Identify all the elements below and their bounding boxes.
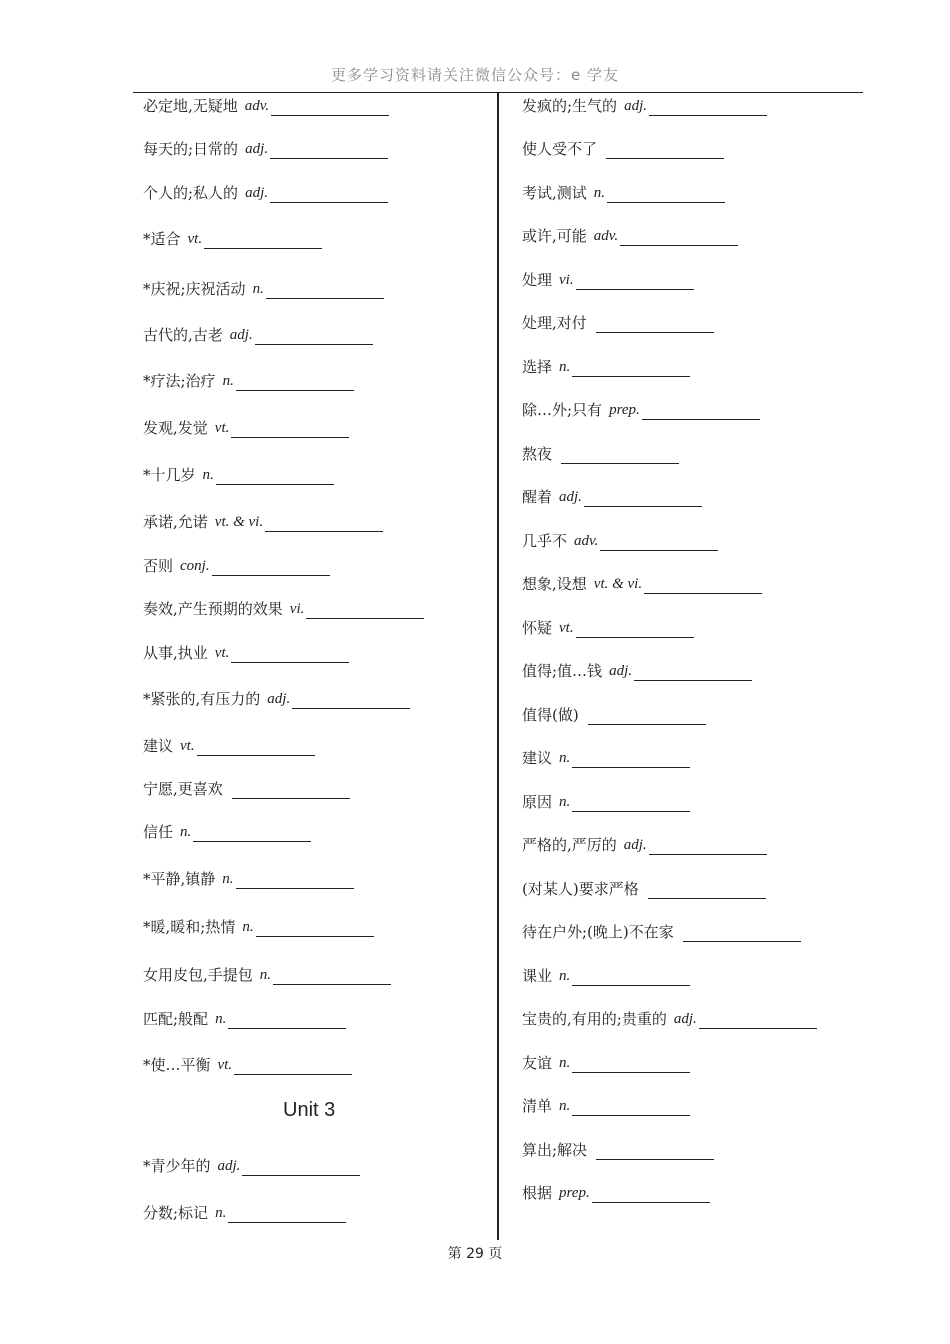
part-of-speech: vt. (214, 420, 230, 436)
vocab-meaning: 信任 (143, 823, 174, 841)
vocab-meaning: 从事,执业 (143, 644, 208, 662)
answer-blank[interactable] (212, 559, 330, 576)
answer-blank[interactable] (648, 882, 766, 899)
vocab-meaning: 处理,对付 (522, 314, 587, 332)
part-of-speech: n. (593, 185, 606, 201)
vocab-meaning: 女用皮包,手提包 (143, 966, 253, 984)
answer-blank[interactable] (236, 374, 354, 391)
answer-blank[interactable] (216, 468, 334, 485)
answer-blank[interactable] (236, 872, 354, 889)
part-of-speech: adj. (609, 663, 632, 679)
part-of-speech: adj. (623, 837, 647, 853)
answer-blank[interactable] (561, 447, 679, 464)
vocab-meaning: 奏效,产生预期的效果 (143, 600, 283, 618)
part-of-speech: adj. (673, 1011, 697, 1027)
part-of-speech: vt. (214, 645, 230, 661)
part-of-speech: vi. (289, 601, 305, 617)
part-of-speech: n. (559, 1055, 571, 1071)
answer-blank[interactable] (644, 577, 762, 594)
vocab-item (143, 599, 424, 619)
vocab-meaning: 分数;标记 (143, 1204, 209, 1222)
answer-blank[interactable] (265, 515, 383, 532)
vocab-meaning: 建议 (143, 737, 174, 755)
vocab-item (143, 917, 374, 937)
vocab-meaning: *疗法;治疗 (143, 372, 216, 390)
vocab-item (143, 736, 315, 756)
part-of-speech: vi. (559, 272, 574, 288)
part-of-speech: conj. (180, 558, 210, 574)
vocab-item (522, 1140, 714, 1160)
vocab-item (522, 835, 767, 855)
answer-blank[interactable] (572, 360, 690, 377)
page-header: 更多学习资料请关注微信公众号：e 学友 (331, 66, 619, 84)
answer-blank[interactable] (197, 739, 315, 756)
vocab-item (143, 325, 373, 345)
vocab-meaning: (对某人)要求严格 (522, 880, 639, 898)
part-of-speech: n. (180, 824, 192, 840)
answer-blank[interactable] (606, 142, 724, 159)
answer-blank[interactable] (572, 795, 690, 812)
answer-blank[interactable] (256, 920, 374, 937)
part-of-speech: vt. (187, 231, 203, 247)
vocab-item (143, 418, 349, 438)
vocab-item (143, 1055, 352, 1075)
answer-blank[interactable] (683, 925, 801, 942)
part-of-speech: n. (215, 1205, 227, 1221)
vocab-item (143, 229, 322, 249)
column-divider (497, 92, 499, 1240)
vocab-meaning: *青少年的 (143, 1157, 211, 1175)
vocab-meaning: 友谊 (522, 1054, 553, 1072)
answer-blank[interactable] (620, 229, 738, 246)
answer-blank[interactable] (270, 186, 388, 203)
part-of-speech: vt. (217, 1057, 233, 1073)
answer-blank[interactable] (228, 1012, 346, 1029)
vocab-meaning: 发疯的;生气的 (522, 97, 618, 115)
vocab-item (522, 96, 767, 116)
answer-blank[interactable] (572, 969, 690, 986)
part-of-speech: n. (222, 871, 234, 887)
answer-blank[interactable] (231, 421, 349, 438)
vocab-meaning: 个人的;私人的 (143, 184, 239, 202)
vocab-item (143, 822, 311, 842)
vocab-item (143, 371, 354, 391)
part-of-speech: adv. (574, 533, 599, 549)
vocab-meaning: 怀疑 (522, 619, 553, 637)
vocab-meaning: 选择 (522, 358, 553, 376)
vocab-item (522, 139, 724, 159)
part-of-speech: n. (215, 1011, 227, 1027)
part-of-speech: adj. (624, 98, 647, 114)
part-of-speech: adj. (559, 489, 582, 505)
vocab-item (522, 966, 690, 986)
vocab-item (143, 1156, 360, 1176)
answer-blank[interactable] (228, 1206, 346, 1223)
part-of-speech: n. (559, 794, 571, 810)
part-of-speech: n. (259, 967, 272, 983)
vocab-item (143, 965, 391, 985)
answer-blank[interactable] (306, 602, 424, 619)
answer-blank[interactable] (649, 99, 767, 116)
vocab-item (522, 1096, 690, 1116)
part-of-speech: adv. (593, 228, 619, 244)
vocab-item (143, 465, 334, 485)
vocab-meaning: *紧张的,有压力的 (143, 690, 261, 708)
vocab-item (522, 922, 801, 942)
vocab-item (522, 444, 679, 464)
vocab-item (522, 270, 694, 290)
answer-blank[interactable] (271, 99, 389, 116)
vocab-meaning: *适合 (143, 230, 181, 248)
vocab-meaning: 熬夜 (522, 445, 553, 463)
vocab-meaning: 宁愿,更喜欢 (143, 780, 223, 798)
vocab-item (522, 357, 690, 377)
part-of-speech: n. (242, 919, 254, 935)
part-of-speech: prep. (609, 402, 640, 418)
answer-blank[interactable] (592, 1186, 710, 1203)
vocab-item (143, 1203, 346, 1223)
vocab-meaning: 建议 (522, 749, 553, 767)
vocab-meaning: 值得;值…钱 (522, 662, 603, 680)
part-of-speech: adj. (229, 327, 253, 343)
answer-blank[interactable] (596, 1143, 714, 1160)
vocab-item (143, 869, 354, 889)
vocab-meaning: 严格的,严厉的 (522, 836, 617, 854)
part-of-speech: n. (222, 373, 234, 389)
answer-blank[interactable] (600, 534, 718, 551)
vocab-meaning: 古代的,古老 (143, 326, 223, 344)
answer-blank[interactable] (572, 1099, 690, 1116)
vocab-item (522, 661, 752, 681)
answer-blank[interactable] (588, 708, 706, 725)
part-of-speech: vt. (180, 738, 195, 754)
vocab-item (143, 779, 350, 799)
vocab-meaning: 除…外;只有 (522, 401, 603, 419)
answer-blank[interactable] (596, 316, 714, 333)
answer-blank[interactable] (193, 825, 311, 842)
vocab-meaning: 承诺,允诺 (143, 513, 208, 531)
vocab-meaning: 每天的;日常的 (143, 140, 239, 158)
answer-blank[interactable] (572, 1056, 690, 1073)
vocab-item (522, 183, 725, 203)
answer-blank[interactable] (234, 1058, 352, 1075)
part-of-speech: n. (252, 281, 264, 297)
vocab-meaning: 宝贵的,有用的;贵重的 (522, 1010, 667, 1028)
vocab-meaning: *平静,镇静 (143, 870, 216, 888)
answer-blank[interactable] (231, 646, 349, 663)
vocab-meaning: 想象,设想 (522, 575, 587, 593)
vocab-item (522, 1009, 817, 1029)
answer-blank[interactable] (572, 751, 690, 768)
answer-blank[interactable] (642, 403, 760, 420)
part-of-speech: adj. (217, 1158, 241, 1174)
vocab-meaning: *庆祝;庆祝活动 (143, 280, 246, 298)
answer-blank[interactable] (204, 232, 322, 249)
part-of-speech: adj. (245, 185, 268, 201)
vocab-meaning: 处理 (522, 271, 553, 289)
vocab-item (522, 313, 714, 333)
vocab-meaning: 匹配;般配 (143, 1010, 209, 1028)
vocab-item (143, 1009, 346, 1029)
part-of-speech: adj. (267, 691, 291, 707)
part-of-speech: n. (559, 968, 571, 984)
vocab-meaning: *十几岁 (143, 466, 196, 484)
vocab-meaning: 根据 (522, 1184, 553, 1202)
part-of-speech: prep. (559, 1185, 590, 1201)
part-of-speech: vt. & vi. (214, 514, 264, 530)
vocab-meaning: 考试,测试 (522, 184, 587, 202)
vocab-meaning: 算出;解决 (522, 1141, 588, 1159)
vocab-item (143, 689, 410, 709)
part-of-speech: adv. (244, 98, 270, 114)
vocab-item (143, 139, 388, 159)
answer-blank[interactable] (649, 838, 767, 855)
vocab-meaning: 或许,可能 (522, 227, 587, 245)
vocab-item (522, 574, 762, 594)
part-of-speech: vt. & vi. (593, 576, 643, 592)
answer-blank[interactable] (699, 1012, 817, 1029)
page-number: 第 29 页 (447, 1246, 503, 1262)
vocab-item (522, 748, 690, 768)
part-of-speech: n. (559, 750, 571, 766)
answer-blank[interactable] (266, 282, 384, 299)
answer-blank[interactable] (292, 692, 410, 709)
vocab-item (522, 705, 706, 725)
vocab-meaning: 发观,发觉 (143, 419, 208, 437)
unit-title: Unit 3 (283, 1099, 336, 1121)
vocab-meaning: 醒着 (522, 488, 553, 506)
vocab-item (522, 879, 766, 899)
vocab-item (522, 487, 702, 507)
vocab-meaning: 必定地,无疑地 (143, 97, 238, 115)
answer-blank[interactable] (255, 328, 373, 345)
answer-blank[interactable] (584, 490, 702, 507)
vocab-item (522, 226, 738, 246)
vocab-meaning: 待在户外;(晚上)不在家 (522, 923, 674, 941)
answer-blank[interactable] (634, 664, 752, 681)
answer-blank[interactable] (232, 782, 350, 799)
vocab-item (522, 1053, 690, 1073)
part-of-speech: adj. (245, 141, 268, 157)
vocab-meaning: *使…平衡 (143, 1056, 211, 1074)
vocab-meaning: 课业 (522, 967, 553, 985)
vocab-item (522, 531, 718, 551)
vocab-item (522, 792, 690, 812)
part-of-speech: vt. (559, 620, 574, 636)
vocab-item (143, 183, 388, 203)
vocab-meaning: *暖,暖和;热情 (143, 918, 236, 936)
vocab-item (522, 1183, 710, 1203)
answer-blank[interactable] (607, 186, 725, 203)
vocab-meaning: 使人受不了 (522, 140, 598, 158)
vocab-item (143, 556, 330, 576)
vocab-meaning: 值得(做) (522, 706, 579, 724)
answer-blank[interactable] (273, 968, 391, 985)
vocab-meaning: 否则 (143, 557, 174, 575)
part-of-speech: n. (202, 467, 214, 483)
part-of-speech: n. (559, 1098, 571, 1114)
vocab-item (143, 279, 384, 299)
answer-blank[interactable] (270, 142, 388, 159)
answer-blank[interactable] (576, 273, 694, 290)
vocab-meaning: 几乎不 (522, 532, 568, 550)
answer-blank[interactable] (242, 1159, 360, 1176)
vocab-item (522, 400, 760, 420)
part-of-speech: n. (559, 359, 571, 375)
answer-blank[interactable] (576, 621, 694, 638)
vocab-meaning: 原因 (522, 793, 553, 811)
vocab-item (143, 643, 349, 663)
vocab-item (522, 618, 694, 638)
vocab-meaning: 清单 (522, 1097, 553, 1115)
vocab-item (143, 96, 389, 116)
vocab-item (143, 512, 383, 532)
